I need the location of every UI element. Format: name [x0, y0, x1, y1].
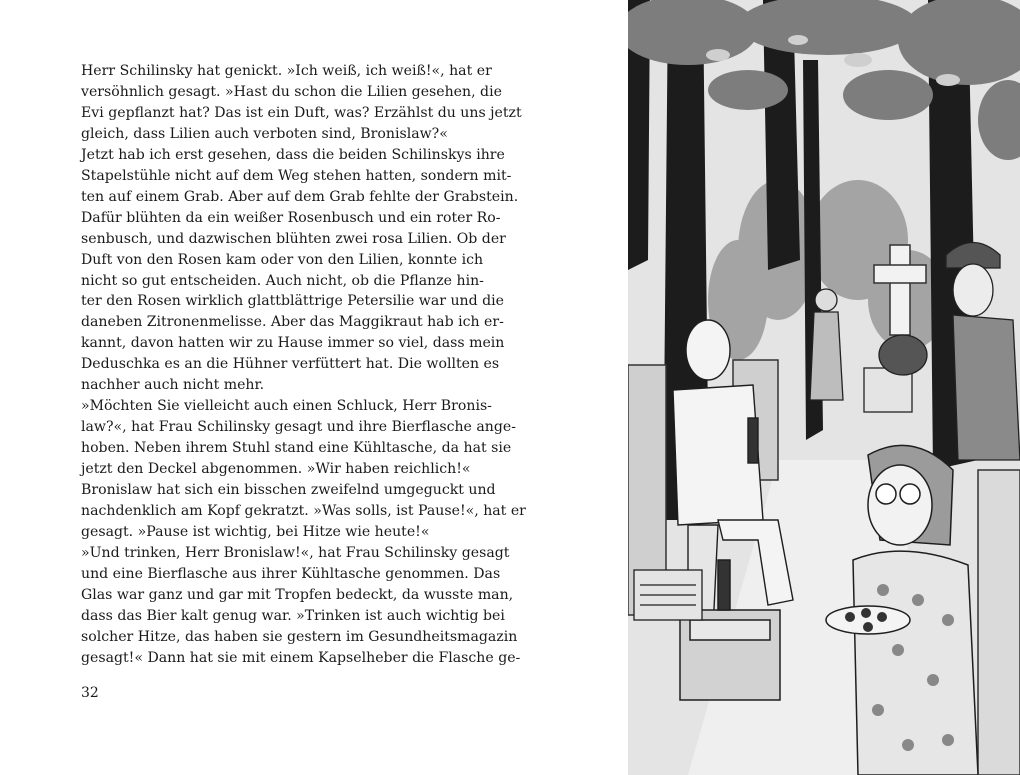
text-line: daneben Zitronenmelisse. Aber das Maggikraut hab ich er- — [81, 314, 504, 331]
radio — [634, 570, 702, 620]
text-line: ten auf einem Grab. Aber auf dem Grab fehlte der Grabstein. — [81, 188, 519, 205]
text-line: nicht so gut entscheiden. Auch nicht, ob die Pflanze hin- — [81, 272, 484, 289]
text-line: gesagt!« Dann hat sie mit einem Kapselheber die Flasche ge- — [81, 649, 521, 666]
text-line: gleich, dass Lilien auch verboten sind, Bronislaw?« — [81, 125, 448, 142]
text-line: Duft von den Rosen kam oder von den Lilien, konnte ich — [81, 251, 484, 268]
text-line: ter den Rosen wirklich glattblättrige Petersilie war und die — [81, 293, 505, 310]
text-line: gesagt. »Pause ist wichtig, bei Hitze wie heute!« — [81, 523, 430, 540]
text-line: Dafür blühten da ein weißer Rosenbusch und ein roter Ro- — [81, 209, 501, 226]
body-text — [81, 61, 526, 669]
text-line: Herr Schilinsky hat genickt. »Ich weiß, ich weiß!«, hat er — [81, 63, 492, 79]
text-line: versöhnlich gesagt. »Hast du schon die Lilien gesehen, die — [81, 83, 502, 100]
text-line: Jetzt hab ich erst gesehen, dass die beiden Schilinskys ihre — [81, 146, 505, 163]
text-line: law?«, hat Frau Schilinsky gesagt und ihre Bierflasche ange- — [81, 419, 516, 436]
text-line: nachher auch nicht mehr. — [81, 377, 265, 394]
text-line: dass das Bier kalt genug war. »Trinken ist auch wichtig bei — [81, 607, 505, 624]
text-line: Deduschka es an die Hühner verfüttert hat. Die wollten es — [81, 356, 500, 373]
illustration-svg — [628, 0, 1020, 775]
text-line: »Und trinken, Herr Bronislaw!«, hat Frau Schilinsky gesagt — [81, 544, 510, 561]
text-line: senbusch, und dazwischen blühten zwei rosa Lilien. Ob der — [81, 230, 506, 247]
text-line: nachdenklich am Kopf gekratzt. »Was solls, ist Pause!«, hat er — [81, 503, 526, 520]
text-line: Glas war ganz und gar mit Tropfen bedeckt, da wusste man, — [81, 586, 514, 603]
page-number: 32 — [81, 685, 99, 701]
text-line: jetzt den Deckel abgenommen. »Wir haben reichlich!« — [81, 461, 471, 478]
text-line: Stapelstühle nicht auf dem Weg stehen hatten, sondern mit- — [81, 167, 512, 184]
text-line: Bronislaw hat sich ein bisschen zweifelnd umgeguckt und — [81, 482, 496, 499]
text-line: Evi gepflanzt hat? Das ist ein Duft, was? Erzählst du uns jetzt — [81, 104, 522, 121]
text-line: »Möchten Sie vielleicht auch einen Schluck, Herr Bronis- — [81, 398, 492, 415]
text-line: hoben. Neben ihrem Stuhl stand eine Kühltasche, da hat sie — [81, 440, 512, 457]
text-line: und eine Bierflasche aus ihrer Kühltasche genommen. Das — [81, 565, 501, 582]
text-line: kannt, davon hatten wir zu Hause immer so viel, dass mein — [81, 335, 505, 352]
text-line: solcher Hitze, das haben sie gestern im Gesundheitsmagazin — [81, 628, 518, 645]
cemetery-illustration — [628, 0, 1020, 775]
